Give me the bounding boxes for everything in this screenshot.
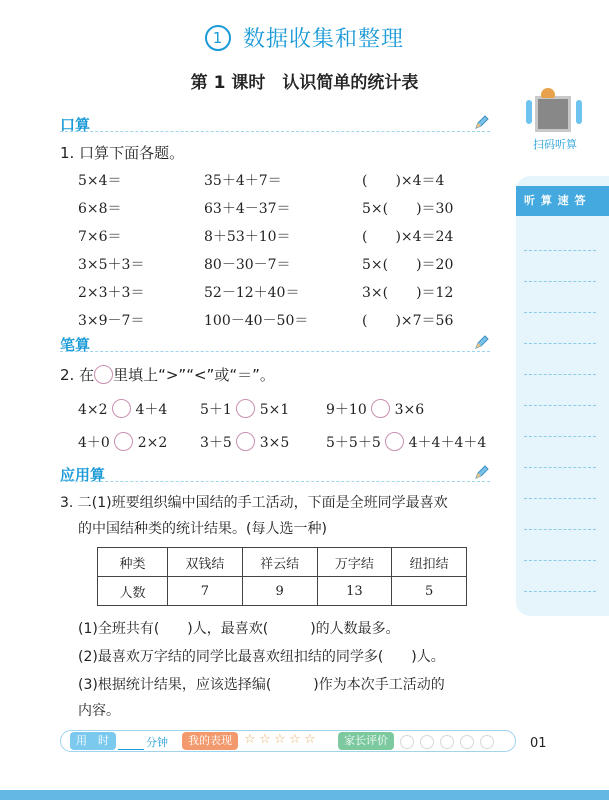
- calc-item: ( )×7＝56: [362, 313, 454, 329]
- answer-side-panel: [516, 176, 609, 616]
- table-header-cell: 种类: [98, 548, 168, 577]
- question-2-suffix: 里填上“>”“<”或“＝”。: [113, 366, 275, 384]
- calc-item: 5×4＝: [78, 173, 122, 189]
- pencil-icon: [474, 464, 490, 480]
- star-icon[interactable]: ☆: [244, 732, 256, 747]
- answer-line[interactable]: [524, 343, 596, 344]
- table-cell: 13: [317, 577, 392, 606]
- star-icon[interactable]: ☆: [274, 732, 286, 747]
- stats-table: [97, 547, 467, 606]
- compare-item: 3＋5 3×5: [200, 432, 289, 452]
- table-header-cell: 万字结: [317, 548, 392, 577]
- section-written: 笔算: [60, 336, 91, 354]
- section-divider: [60, 131, 490, 132]
- table-cell: 人数: [98, 577, 168, 606]
- question-3-sub3-cont: 内容。: [78, 703, 120, 719]
- question-3-sub3: (3)根据统计结果，应该选择编( )作为本次手工活动的: [78, 677, 445, 693]
- calc-item: ( )×4＝24: [362, 229, 454, 245]
- calc-item: 63＋4－37＝: [204, 201, 291, 217]
- section-divider: [60, 481, 490, 482]
- time-input-line[interactable]: [118, 749, 144, 750]
- table-header-row: [98, 548, 467, 577]
- pencil-icon: [474, 334, 490, 350]
- calc-item: 52－12＋40＝: [204, 285, 300, 301]
- question-2-prefix: 2. 在: [60, 366, 95, 384]
- time-label: 用 时: [70, 732, 116, 750]
- calc-item: 3×( )＝12: [362, 285, 454, 301]
- minutes-label: 分钟: [146, 736, 168, 749]
- table-header-cell: 双钱结: [168, 548, 243, 577]
- answer-line[interactable]: [524, 498, 596, 499]
- section-applied: 应用算: [60, 466, 106, 484]
- headphone-left-icon: [526, 100, 532, 124]
- parent-review-label: 家长评价: [338, 732, 394, 750]
- qr-code-icon[interactable]: [535, 96, 571, 132]
- compare-item: 4×2 4＋4: [78, 399, 167, 419]
- compare-item: 5＋5＋5 4＋4＋4＋4: [326, 432, 486, 452]
- table-cell: 9: [242, 577, 317, 606]
- star-icon[interactable]: ☆: [259, 732, 271, 747]
- answer-line[interactable]: [524, 467, 596, 468]
- bird-icon: [541, 88, 555, 98]
- answer-line[interactable]: [524, 281, 596, 282]
- answer-circle-icon: [94, 365, 113, 384]
- compare-item: 5＋1 5×1: [200, 399, 289, 419]
- answer-circle[interactable]: [236, 399, 255, 418]
- compare-item: 4＋0 2×2: [78, 432, 167, 452]
- answer-line[interactable]: [524, 591, 596, 592]
- calc-item: 35＋4＋7＝: [204, 173, 282, 189]
- star-icon[interactable]: ☆: [304, 732, 316, 747]
- chapter-title-text: 数据收集和整理: [242, 27, 404, 52]
- page-number: 01: [530, 736, 547, 751]
- chapter-number: 1: [205, 25, 231, 51]
- question-3-sub2: (2)最喜欢万字结的同学比最喜欢纽扣结的同学多( )人。: [78, 649, 445, 665]
- star-icon[interactable]: ☆: [289, 732, 301, 747]
- performance-label: 我的表现: [182, 732, 238, 750]
- calc-item: 80－30－7＝: [204, 257, 291, 273]
- side-panel-header: [516, 186, 609, 216]
- calc-item: 5×( )＝30: [362, 201, 454, 217]
- lesson-title: 第 1 课时 认识简单的统计表: [190, 73, 419, 93]
- answer-line[interactable]: [524, 250, 596, 251]
- smiley-face-icon[interactable]: [400, 735, 414, 749]
- answer-circle[interactable]: [371, 399, 390, 418]
- calc-item: 3×9－7＝: [78, 313, 145, 329]
- headphone-right-icon: [576, 100, 582, 124]
- calc-item: 100－40－50＝: [204, 313, 309, 329]
- calc-item: 3×5＋3＝: [78, 257, 145, 273]
- calc-item: 6×8＝: [78, 201, 122, 217]
- section-oral: 口算: [60, 116, 91, 134]
- table-header-cell: 纽扣结: [392, 548, 467, 577]
- pencil-icon: [474, 114, 490, 130]
- calc-item: ( )×4＝4: [362, 173, 445, 189]
- answer-circle[interactable]: [114, 432, 133, 451]
- smiley-face-icon[interactable]: [420, 735, 434, 749]
- answer-line[interactable]: [524, 436, 596, 437]
- scan-label: 扫码听算: [533, 138, 577, 151]
- table-cell: 5: [392, 577, 467, 606]
- bottom-decor-bar: [0, 790, 609, 800]
- compare-item: 9＋10 3×6: [326, 399, 424, 419]
- answer-line[interactable]: [524, 560, 596, 561]
- answer-circle[interactable]: [385, 432, 404, 451]
- section-divider: [60, 351, 490, 352]
- answer-circle[interactable]: [236, 432, 255, 451]
- answer-circle[interactable]: [112, 399, 131, 418]
- question-3-line1: 3. 二(1)班要组织编中国结的手工活动，下面是全班同学最喜欢: [60, 495, 448, 511]
- question-2-title: [60, 364, 275, 385]
- smiley-face-icon[interactable]: [480, 735, 494, 749]
- answer-line[interactable]: [524, 405, 596, 406]
- answer-line[interactable]: [524, 529, 596, 530]
- calc-item: 2×3＋3＝: [78, 285, 145, 301]
- table-row: [98, 577, 467, 606]
- table-header-cell: 祥云结: [242, 548, 317, 577]
- calc-item: 5×( )＝20: [362, 257, 454, 273]
- question-3-line2: 的中国结种类的统计结果。(每人选一种): [78, 521, 327, 537]
- calc-item: 7×6＝: [78, 229, 122, 245]
- smiley-face-icon[interactable]: [440, 735, 454, 749]
- answer-line[interactable]: [524, 374, 596, 375]
- smiley-face-icon[interactable]: [460, 735, 474, 749]
- answer-line[interactable]: [524, 312, 596, 313]
- question-3-sub1: (1)全班共有( )人，最喜欢( )的人数最多。: [78, 621, 400, 637]
- table-cell: 7: [168, 577, 243, 606]
- side-panel-title: 听 算 速 答: [524, 194, 587, 207]
- question-1-title: 1. 口算下面各题。: [60, 144, 185, 162]
- chapter-title: [0, 22, 609, 53]
- calc-item: 8＋53＋10＝: [204, 229, 291, 245]
